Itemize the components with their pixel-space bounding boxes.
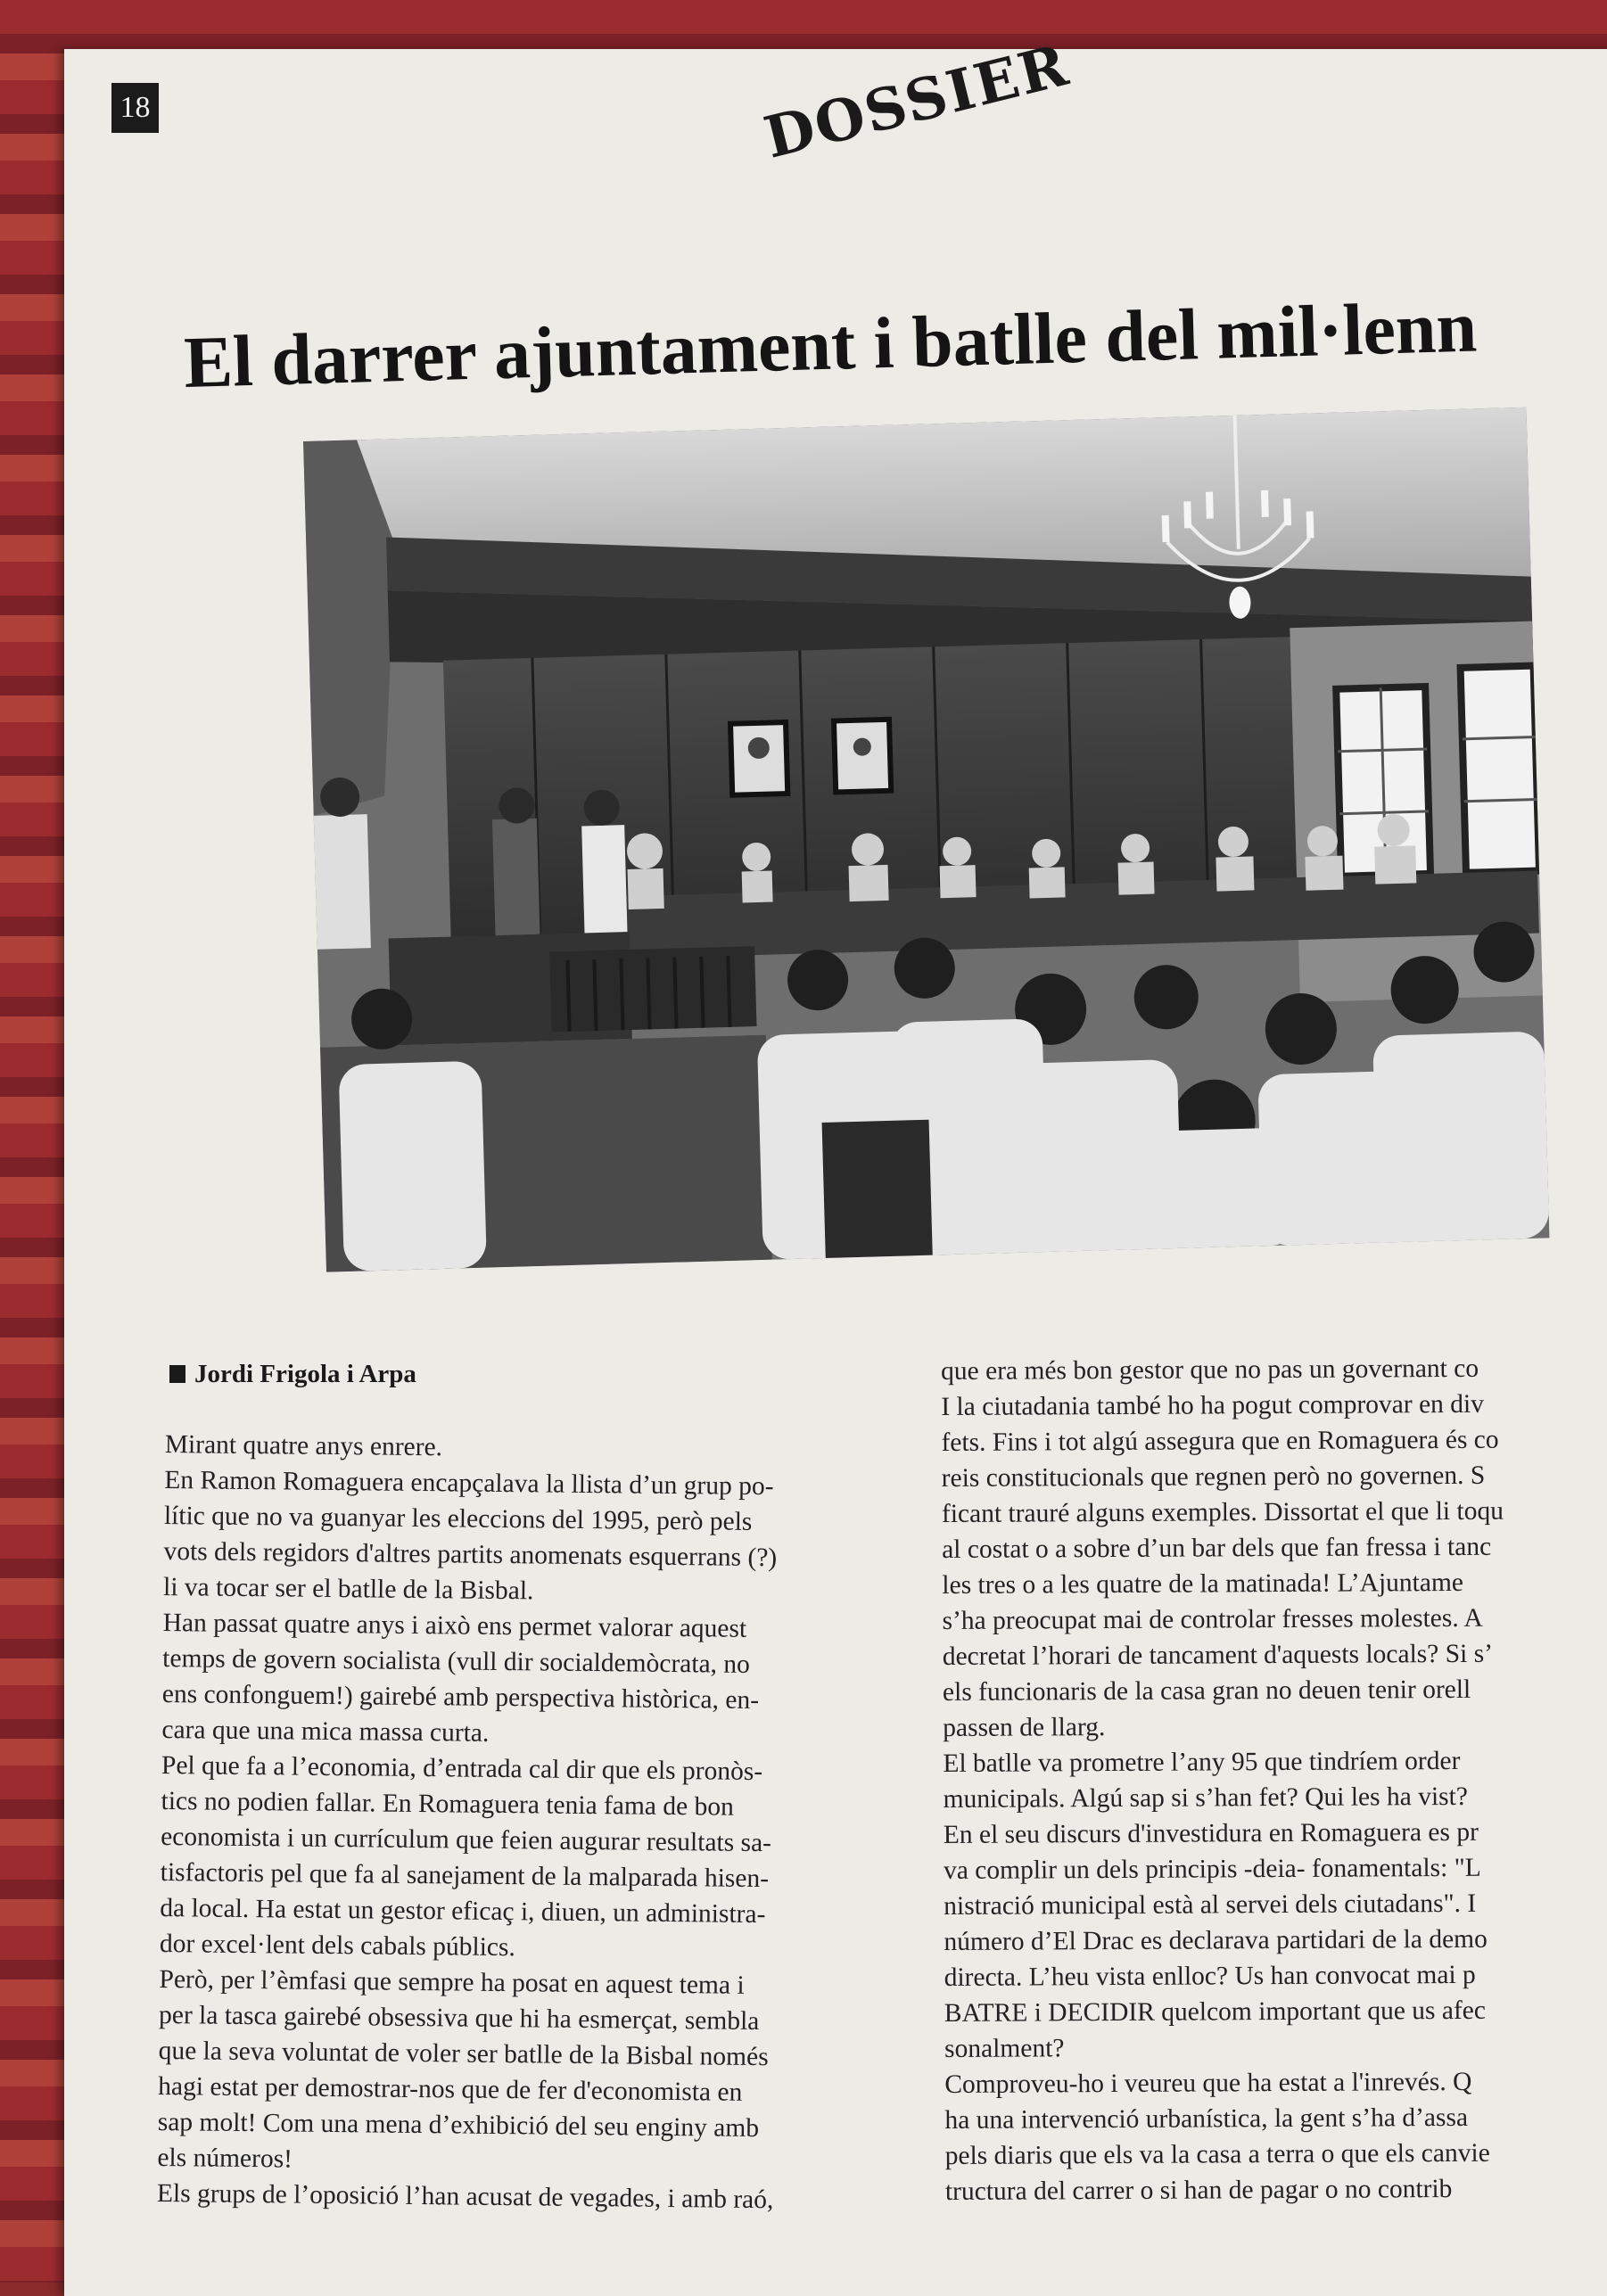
col2-line: decretat l’horari de tancament d'aquests locals? Si s’ xyxy=(942,1639,1494,1671)
col2-line: nistració municipal està al servei dels ciutadans". I xyxy=(944,1889,1477,1921)
article-column-1 xyxy=(157,1427,878,2218)
col1-line: vots dels regidors d'altres partits anomenats esquerrans (?) xyxy=(163,1536,778,1573)
col1-line: Els grups de l’oposició l’han acusat de vegades, i amb raó, xyxy=(156,2178,774,2215)
col1-line: dor excel·lent dels cabals públics. xyxy=(159,1929,516,1963)
col2-line: sonalment? xyxy=(944,2034,1065,2063)
byline-marker-icon xyxy=(169,1365,185,1383)
section-label: DOSSIER xyxy=(758,31,1075,172)
col2-line: Comproveu-ho i veureu que ha estat a l'inrevés. Q xyxy=(944,2067,1472,2099)
col1-line: tisfactoris pel que fa al sanejament de la malparada hisen- xyxy=(160,1857,770,1894)
col2-line: ha una intervenció urbanística, la gent s’ha d’assa xyxy=(944,2103,1469,2135)
col1-line: temps de govern socialista (vull dir socialdemòcrata, no xyxy=(162,1643,751,1679)
col2-line: les tres o a les quatre de la matinada! L’Ajuntame xyxy=(942,1568,1464,1600)
col2-line: s’ha preocupat mai de controlar fresses molestes. A xyxy=(942,1603,1483,1635)
col1-line: Però, per l’èmfasi que sempre ha posat en aquest tema i xyxy=(159,1964,745,2000)
col1-line: economista i un currículum que feien augurar resultats sa- xyxy=(161,1822,772,1858)
col2-line: El batlle va prometre l’any 95 que tindríem order xyxy=(943,1746,1461,1778)
col2-line: I la ciutadania també ho ha pogut comprovar en div xyxy=(941,1389,1485,1421)
col1-line: tics no podien fallar. En Romaguera tenia fama de bon xyxy=(161,1786,734,1822)
col1-line: ens confonguem!) gairebé amb perspectiva històrica, en- xyxy=(161,1679,760,1715)
col2-line: fets. Fins i tot algú assegura que en Romaguera és co xyxy=(941,1425,1499,1457)
col1-line: hagi estat per demostrar-nos que de fer d'economista en xyxy=(158,2071,743,2107)
article-byline xyxy=(169,1360,416,1389)
col2-line: número d’El Drac es declarava partidari de la demo xyxy=(944,1924,1488,1956)
col1-line: lític que no va guanyar les eleccions del 1995, però pels xyxy=(163,1501,753,1536)
col1-line: els números! xyxy=(157,2143,293,2174)
col2-line: En el seu discurs d'investidura en Romaguera es pr xyxy=(943,1817,1479,1849)
col1-line: li va tocar ser el batlle de la Bisbal. xyxy=(162,1572,534,1606)
col2-line: ficant trauré alguns exemples. Dissortat el que li toqu xyxy=(941,1496,1504,1528)
col1-line: cara que una mica massa curta. xyxy=(161,1715,490,1748)
col2-line: els funcionaris de la casa gran no deuen tenir orell xyxy=(942,1675,1471,1707)
col2-line: passen de llarg. xyxy=(943,1713,1106,1742)
col2-line: que era més bon gestor que no pas un governant co xyxy=(941,1354,1479,1386)
col2-line: reis constitucionals que regnen però no governen. S xyxy=(941,1461,1486,1493)
col2-line: pels diaris que els va la casa a terra o que els canvie xyxy=(944,2138,1490,2170)
page-number: 18 xyxy=(111,83,159,133)
col2-line: tructura del carrer o si han de pagar o no contrib xyxy=(944,2175,1453,2206)
article-column-2 xyxy=(941,1350,1607,2210)
col1-line: sap molt! Com una mena d’exhibició del seu enginy amb xyxy=(157,2107,760,2144)
col2-line: BATRE i DECIDIR quelcom important que us afec xyxy=(944,1996,1487,2028)
byline-text: Jordi Frigola i Arpa xyxy=(194,1360,416,1388)
col1-line: da local. Ha estat un gestor eficaç i, diuen, un administra- xyxy=(160,1893,766,1930)
col1-line: Han passat quatre anys i això ens permet valorar aquest xyxy=(162,1608,747,1643)
council-meeting-photo xyxy=(303,407,1549,1272)
col2-line: al costat o a sobre d’un bar dels que fan fressa i tanc xyxy=(942,1532,1492,1564)
col2-line: va complir un dels principis -deia- fonamentals: "L xyxy=(943,1853,1481,1885)
col1-line: En Ramon Romaguera encapçalava la llista d’un grup po- xyxy=(164,1465,774,1502)
col1-line: per la tasca gairebé obsessiva que hi ha esmerçat, sembla xyxy=(158,2000,760,2037)
article-title: El darrer ajuntament i batlle del mil·lenn xyxy=(183,285,1479,403)
col1-line: que la seva voluntat de voler ser batlle de la Bisbal només xyxy=(158,2036,769,2072)
col1-line: Mirant quatre anys enrere. xyxy=(164,1429,443,1462)
col2-line: directa. L’heu vista enlloc? Us han convocat mai p xyxy=(944,1960,1476,1992)
col2-line: municipals. Algú sap si s’han fet? Qui les ha vist? xyxy=(943,1782,1468,1814)
col1-line: Pel que fa a l’economia, d’entrada cal dir que els pronòs- xyxy=(161,1750,763,1787)
